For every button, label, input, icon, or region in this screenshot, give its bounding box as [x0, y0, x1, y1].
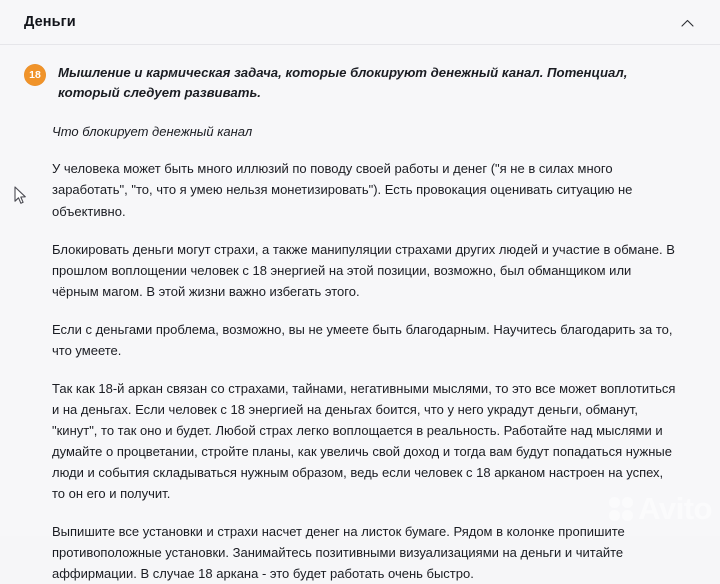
paragraph: Выпишите все установки и страхи насчет денег на листок бумаге. Рядом в колонке пропишите противоположные установки. Занимайтесь позитивными визуализациями на деньги и читайте аффирмации. В случае 18 аркана - это будет работать очень быстро.: [52, 524, 625, 582]
arcana-number-badge: 18: [24, 64, 46, 86]
collapse-toggle-button[interactable]: [674, 9, 700, 35]
chevron-up-icon: [681, 15, 694, 30]
page-title: Деньги: [24, 13, 76, 30]
paragraph: Блокировать деньги могут страхи, а также манипуляции страхами других людей и участие в обмане. В прошлом воплощении человек с 18 энергией на этой позиции, возможно, был обманщиком или чёрным магом. В этой жизни важно избегать этого.: [52, 241, 675, 299]
paragraph: У человека может быть много иллюзий по поводу своей работы и денег ("я не в силах много заработать", "то, что я умею нельзя монетизировать"). Есть провокация оценивать ситуацию не объективно.: [52, 161, 633, 219]
panel-header[interactable]: [0, 0, 720, 45]
intro-text: Мышление и кармическая задача, которые блокируют денежный канал. Потенциал, который следует развивать.: [58, 65, 628, 101]
paragraph: Так как 18-й аркан связан со страхами, тайнами, негативными мыслями, то это все может воплотиться и на деньгах. Если человек с 18 энергией на деньгах боится, что у него украдут деньги, обманут, "кинут", то так оно и будет. Любой страх легко воплощается в реальность. Работайте над мыслями и думайте о процветании, стройте планы, как увеличь свой доход и тогда вам будут попадаться нужные люди и события складываться нужным образом, ведь если человек с 18 арканом настроен на успех, то он его и получит.: [52, 380, 676, 502]
intro-row: [24, 63, 696, 104]
paragraph: Если с деньгами проблема, возможно, вы не умеете быть благодарным. Научитесь благодарить за то, что умеете.: [52, 321, 673, 358]
section-subheading: Что блокирует денежный канал: [52, 123, 253, 139]
panel-body: [0, 45, 720, 584]
avito-watermark-text: Avito: [638, 491, 712, 526]
